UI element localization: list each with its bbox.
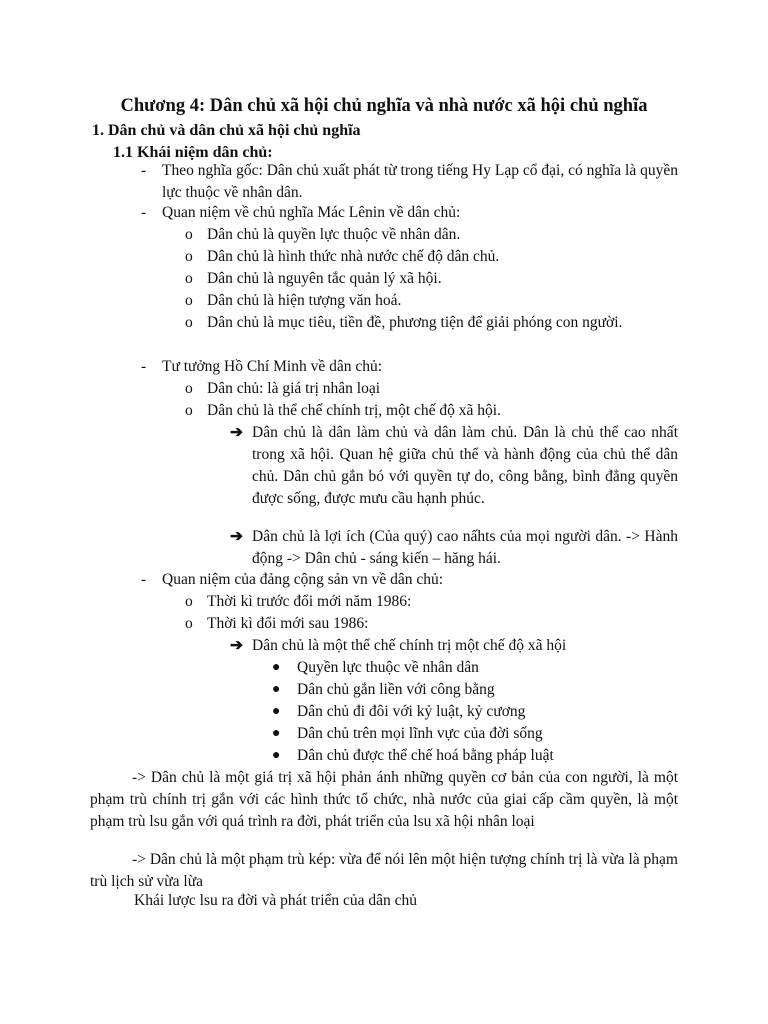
circle-marker: o [185, 248, 193, 265]
list-item-text: Dân chủ được thể chế hoá bằng pháp luật [297, 747, 554, 764]
list-item-text: Dân chủ trên mọi lĩnh vực của đời sống [297, 725, 543, 742]
arrow-icon: ➔ [230, 424, 243, 441]
list-item-text: Dân chủ là mục tiêu, tiền đề, phương tiện để giải phóng con người. [207, 314, 623, 331]
list-item-text: Theo nghĩa gốc: Dân chủ xuất phát từ trong tiếng Hy Lạp cổ đại, có nghĩa là quyền lực thuộc về nhân dân. [162, 162, 678, 201]
dash-marker: - [141, 162, 147, 179]
bullet-marker: ● [272, 682, 281, 697]
bullet-marker: ● [272, 726, 281, 741]
bullet-marker: ● [272, 748, 281, 763]
list-item-text: Dân chủ là thể chế chính trị, một chế độ xã hội. [207, 402, 501, 419]
dash-marker: - [141, 204, 147, 221]
circle-marker: o [185, 402, 193, 419]
list-item-text: Thời kì trước đổi mới năm 1986: [207, 593, 412, 610]
section-heading: 1. Dân chủ và dân chủ xã hội chủ nghĩa [92, 122, 361, 139]
list-item-text: Quyền lực thuộc về nhân dân [297, 659, 479, 676]
list-item-text: Dân chủ là quyền lực thuộc về nhân dân. [207, 226, 461, 243]
list-item-text: Dân chủ gắn liền với công bằng [297, 681, 495, 698]
circle-marker: o [185, 226, 193, 243]
list-item-text: Dân chủ là lợi ích (Của quý) cao nấhts của mọi người dân. -> Hành động -> Dân chủ - sáng kiến – hăng hái. [252, 528, 678, 567]
circle-marker: o [185, 593, 193, 610]
list-item-text: Dân chủ là dân làm chủ và dân làm chủ. Dân là chủ thể cao nhất trong xã hội. Quan hệ giữa chủ thể và hành động của chủ thể dân chủ. Dân chủ gắn bó với quyền tự do, công bằng, bình đẳng quyền được sống, được mưu cầu hạnh phúc. [252, 424, 678, 507]
bullet-marker: ● [272, 660, 281, 675]
bullet-marker: ● [272, 704, 281, 719]
circle-marker: o [185, 292, 193, 309]
list-item-text: Dân chủ là hình thức nhà nước chế độ dân chủ. [207, 248, 500, 265]
list-item-text: Dân chủ: là giá trị nhân loại [207, 380, 381, 397]
subsection-heading: 1.1 Khái niệm dân chủ: [113, 144, 273, 161]
list-item-text: Dân chủ là nguyên tắc quản lý xã hội. [207, 270, 442, 287]
arrow-icon: ➔ [230, 637, 243, 654]
circle-marker: o [185, 380, 193, 397]
arrow-icon: ➔ [230, 528, 243, 545]
circle-marker: o [185, 615, 193, 632]
paragraph: Khái lược lsu ra đời và phát triển của dân chủ [134, 892, 418, 909]
list-item-text: Quan niệm về chủ nghĩa Mác Lênin về dân chủ: [162, 204, 461, 221]
paragraph: -> Dân chủ là một giá trị xã hội phản ánh những quyền cơ bản của con người, là một phạm trù chính trị gắn với các hình thức tổ chức, nhà nước của giai cấp cầm quyền, là một phạm trù lsu gắn với quá trình ra đời, phát triển của lsu xã hội nhân loại [90, 769, 678, 830]
list-item-text: Thời kì đổi mới sau 1986: [207, 615, 369, 632]
list-item-text: Dân chủ đi đôi với kỷ luật, kỷ cương [297, 703, 526, 720]
list-item-text: Dân chủ là một thể chế chính trị một chế độ xã hội [252, 637, 567, 654]
circle-marker: o [185, 270, 193, 287]
dash-marker: - [141, 358, 147, 375]
list-item-text: Quan niệm của đảng cộng sản vn về dân chủ: [162, 571, 444, 588]
chapter-title: Chương 4: Dân chủ xã hội chủ nghĩa và nhà nước xã hội chủ nghĩa [120, 96, 648, 116]
dash-marker: - [141, 571, 147, 588]
paragraph: -> Dân chủ là một phạm trù kép: vừa để nói lên một hiện tượng chính trị là vừa là phạm trù lịch sử vừa lừa [90, 851, 678, 890]
circle-marker: o [185, 314, 193, 331]
list-item-text: Tư tưởng Hồ Chí Minh về dân chủ: [162, 358, 383, 375]
list-item-text: Dân chủ là hiện tượng văn hoá. [207, 292, 402, 309]
